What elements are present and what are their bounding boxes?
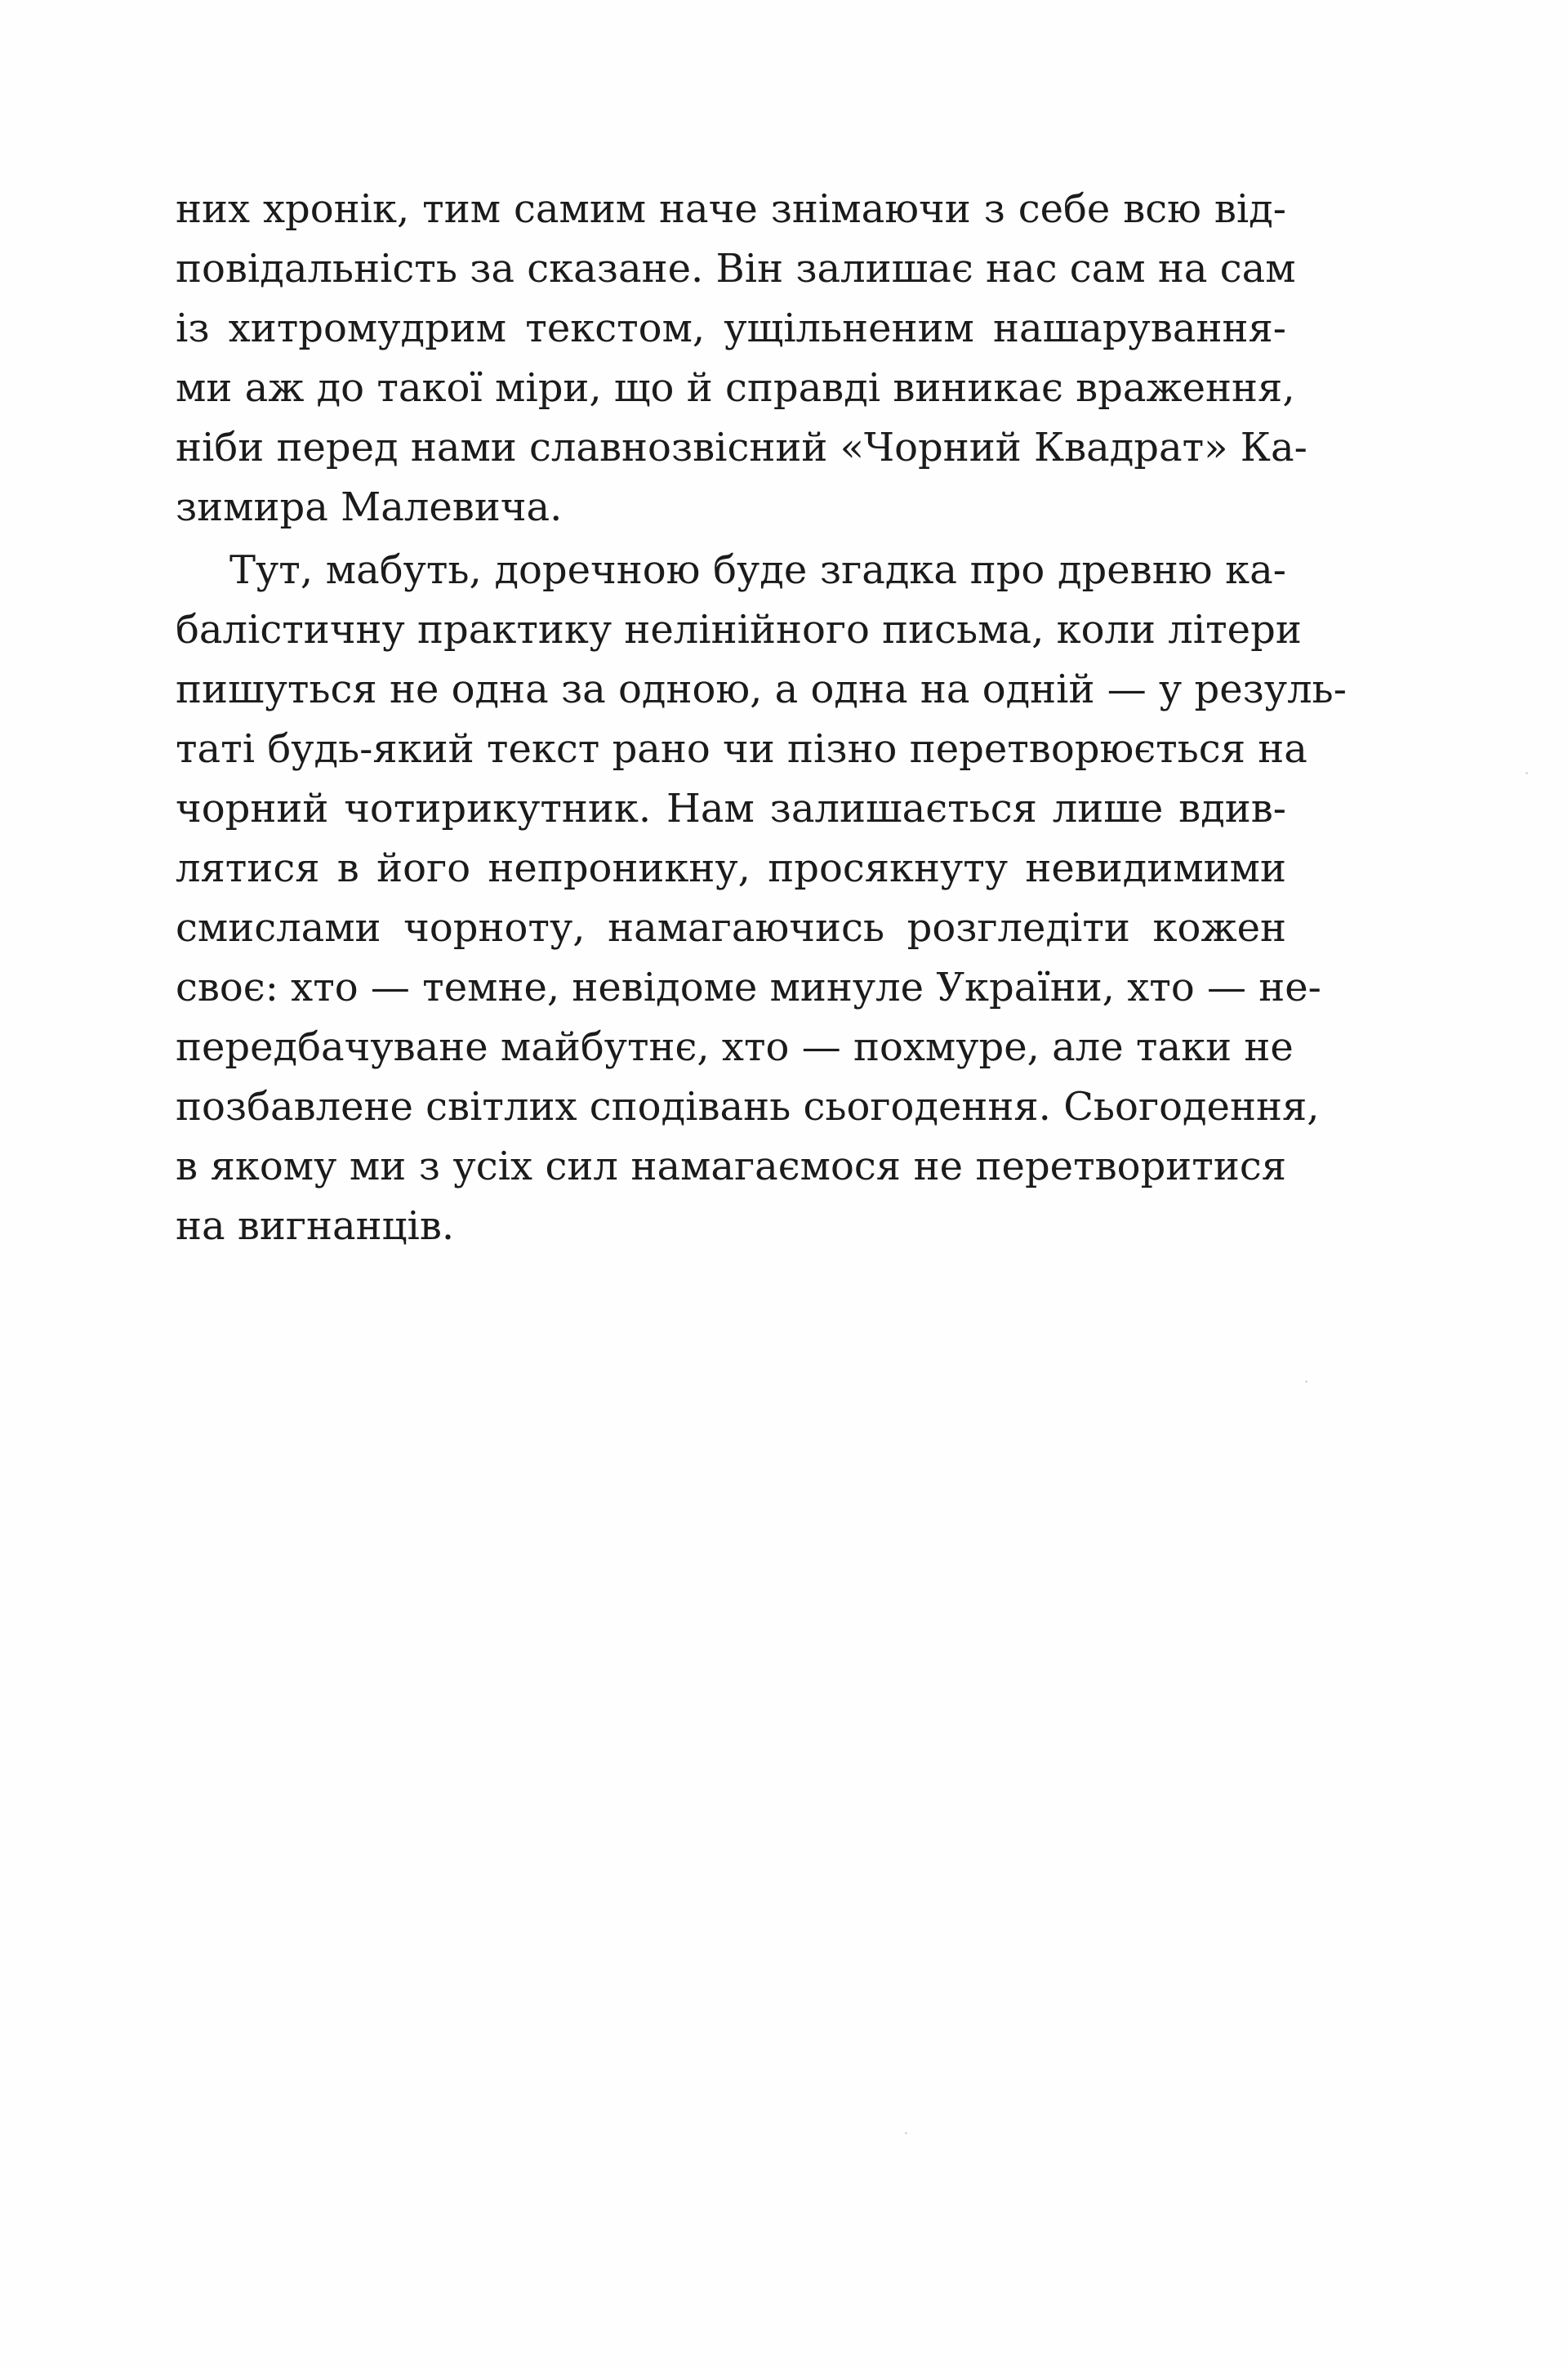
text-line: Тут, мабуть, доречною буде згадка про древню ка- bbox=[229, 547, 1286, 593]
text-line: в якому ми з усіх сил намагаємося не перетворитися bbox=[176, 1144, 1286, 1189]
text-line: передбачуване майбутнє, хто — похмуре, але таки не bbox=[176, 1024, 1294, 1070]
body-text bbox=[176, 180, 1347, 1256]
text-line: пишуться не одна за одною, а одна на одній — у резуль- bbox=[176, 667, 1347, 712]
text-line: повідальність за сказане. Він залишає нас сам на сам bbox=[176, 246, 1296, 292]
text-line: із хитромудрим текстом, ущільненим нашарування- bbox=[176, 305, 1286, 351]
text-line: на вигнанців. bbox=[176, 1203, 455, 1249]
text-line: позбавлене світлих сподівань сьогодення. Сьогодення, bbox=[176, 1084, 1320, 1130]
paragraph-2 bbox=[176, 541, 1347, 1256]
text-line: таті будь-який текст рано чи пізно перетворюється на bbox=[176, 726, 1307, 772]
text-line: ніби перед нами славнозвісний «Чорний Квадрат» Ка- bbox=[176, 425, 1307, 470]
text-line: них хронік, тим самим наче знімаючи з себе всю від- bbox=[176, 186, 1286, 232]
text-line: чорний чотирикутник. Нам залишається лише вдив- bbox=[176, 786, 1286, 832]
scan-speck bbox=[1526, 772, 1528, 774]
text-line: ми аж до такої міри, що й справді виникає враження, bbox=[176, 365, 1295, 411]
text-line: смислами чорноту, намагаючись розгледіти кожен bbox=[176, 905, 1286, 951]
text-line: лятися в його непроникну, просякнуту невидимими bbox=[176, 845, 1286, 891]
paragraph-1 bbox=[176, 180, 1307, 537]
text-line: зимира Малевича. bbox=[176, 484, 563, 530]
text-line: своє: хто — темне, невідоме минуле України, хто — не- bbox=[176, 965, 1321, 1010]
scan-speck bbox=[1305, 1380, 1307, 1383]
text-line: балістичну практику нелінійного письма, коли літери bbox=[176, 607, 1302, 653]
scan-speck bbox=[905, 2132, 907, 2134]
